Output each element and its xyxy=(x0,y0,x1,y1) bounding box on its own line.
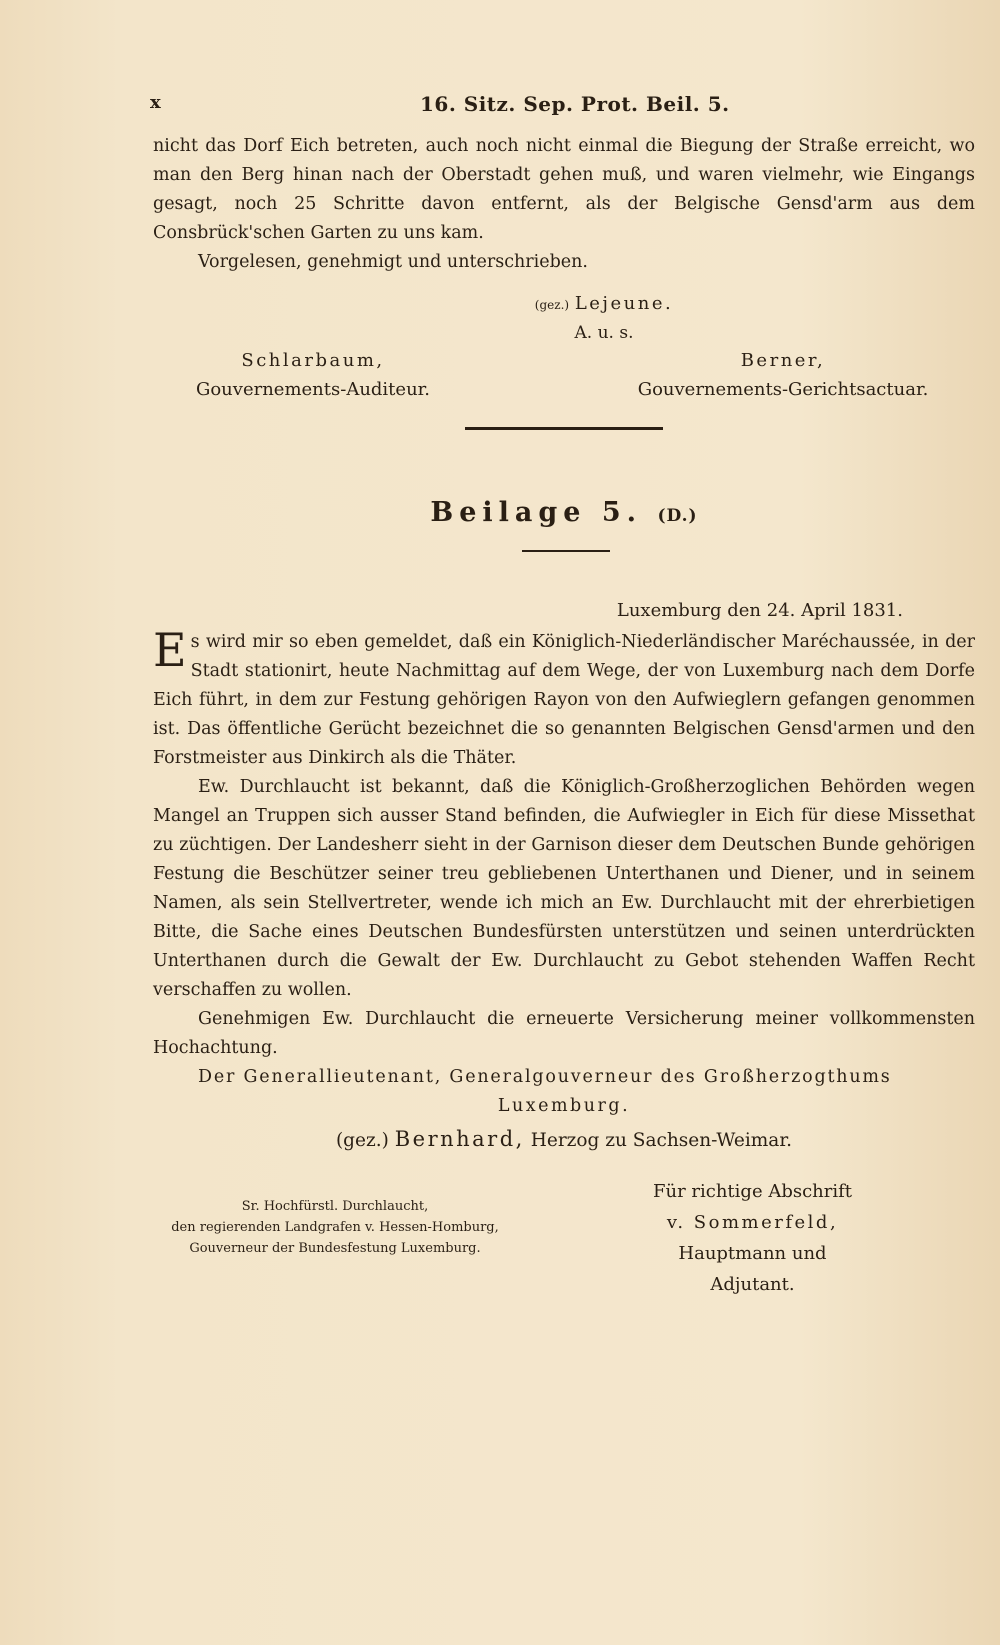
signer-title-line-2: Luxemburg. xyxy=(497,1096,631,1116)
signer-bernhard: Bernhard, xyxy=(394,1127,525,1151)
addressee-line-2: den regierenden Landgrafen v. Hessen-Homburg, xyxy=(171,1220,499,1235)
signed-prefix: (gez.) xyxy=(534,298,570,312)
protocol-paragraph-1: nicht das Dorf Eich betreten, auch noch nicht einmal die Biegung der Straße erreicht, wo man den Berg hinan nach der Oberstadt gehen muß, und waren vielmehr, wie Eingangs gesagt, noch 25 Schritte davon entfernt, als der Belgische Gensd'arm aus dem Consbrück'schen Garten zu uns kam. xyxy=(153,136,975,243)
running-title: 16. Sitz. Sep. Prot. Beil. 5. xyxy=(420,92,730,116)
letter-body xyxy=(153,623,975,1155)
heading-underline xyxy=(522,550,610,552)
section-divider xyxy=(465,427,663,430)
letter-signature xyxy=(153,1125,975,1155)
letter-paragraph-2: Ew. Durchlaucht ist bekannt, daß die Königlich-Großherzoglichen Behörden wegen Mangel an Truppen sich ausser Stand befinden, die Aufwiegler in Eich für diese Missethat zu züchtigen. Der Landesherr sieht in der Garnison dieser dem Deutschen Bunde gehörigen Festung die Beschützer seiner treu gebliebenen Unterthanen und Diener, und in seinem Namen, als sein Stellvertreter, wende ich mich an Ew. Durchlaucht mit der ehrerbietigen Bitte, die Sache eines Deutschen Bundesfürsten unterstützen und seinen unterdrückten Unterthanen durch die Gewalt der Ew. Durchlaucht zu Gebot stehenden Waffen Recht verschaffen zu wollen. xyxy=(153,777,975,1000)
addressee-line-1: Sr. Hochfürstl. Durchlaucht, xyxy=(241,1199,429,1214)
copy-line-3: Hauptmann und Adjutant. xyxy=(678,1243,827,1295)
signer-title-line-1: Der Generallieutenant, Generalgouverneur des Großherzogthums xyxy=(198,1067,892,1087)
aus-line: A. u. s. xyxy=(574,323,634,343)
signer-bernhard-rest: Herzog zu Sachsen-Weimar. xyxy=(530,1130,793,1151)
addressee-block xyxy=(170,1196,500,1259)
signer-berner-title: Gouvernements-Gerichtsactuar. xyxy=(637,379,929,400)
appendix-title: Beilage 5. xyxy=(430,497,643,528)
appendix-title-suffix: (D.) xyxy=(657,506,698,526)
letter-paragraph-1 xyxy=(153,623,975,773)
addressee-line-3: Gouverneur der Bundesfestung Luxemburg. xyxy=(189,1241,481,1256)
letter-dateline: Luxemburg den 24. April 1831. xyxy=(616,600,903,621)
protocol-body xyxy=(153,132,975,277)
page-number: x xyxy=(150,92,161,113)
letter-signed-prefix: (gez.) xyxy=(335,1130,389,1151)
signer-schlarbaum: Schlarbaum, xyxy=(241,350,385,371)
page-header xyxy=(150,92,975,122)
drop-capital: E xyxy=(153,623,187,677)
protocol-signatures xyxy=(153,290,975,400)
copy-attestation xyxy=(640,1176,865,1300)
signer-schlarbaum-title: Gouvernements-Auditeur. xyxy=(195,379,431,400)
appendix-heading xyxy=(153,497,975,528)
copy-line-1: Für richtige Abschrift xyxy=(652,1181,853,1202)
signer-berner: Berner, xyxy=(740,350,826,371)
protocol-paragraph-2: Vorgelesen, genehmigt und unterschrieben. xyxy=(198,252,588,272)
signer-lejeune: Lejeune. xyxy=(574,293,674,314)
letter-paragraph-3: Genehmigen Ew. Durchlaucht die erneuerte Versicherung meiner vollkommensten Hochachtung. xyxy=(153,1009,975,1058)
letter-paragraph-1-text: s wird mir so eben gemeldet, daß ein Königlich-Niederländischer Maréchaussée, in der Stadt stationirt, heute Nachmittag auf dem Wege, der von Luxemburg nach dem Dorfe Eich führt, in dem zur Festung gehörigen Rayon von den Aufwieglern gefangen genommen ist. Das öffentliche Gerücht bezeichnet die so genannten Belgischen Gensd'armen und den Forstmeister aus Dinkirch als die Thäter. xyxy=(153,632,975,768)
copy-line-2: v. Sommerfeld, xyxy=(666,1212,839,1233)
